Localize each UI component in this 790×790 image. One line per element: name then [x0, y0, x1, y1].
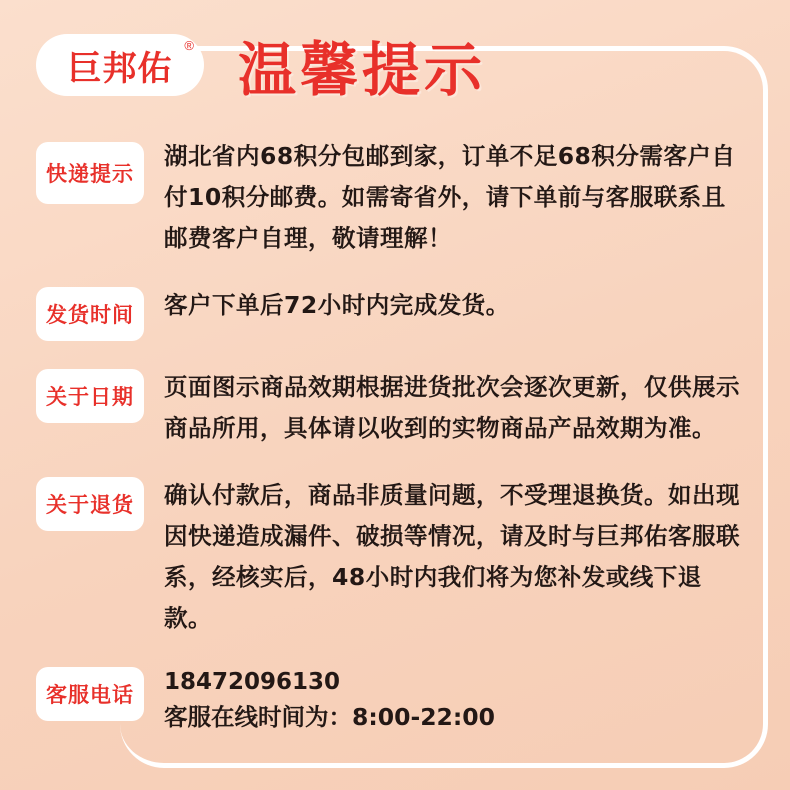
notice-sections: [0, 130, 790, 735]
customer-service-hours: 客服在线时间为：8:00-22:00: [164, 703, 496, 731]
notice-row-express: [36, 140, 750, 259]
customer-service-phone[interactable]: 18472096130: [164, 669, 341, 695]
poster-header: [0, 0, 790, 130]
notice-text-returns: 确认付款后，商品非质量问题，不受理退换货。如出现因快递造成漏件、破损等情况，请及时与巨邦佑客服联系，经核实后，48小时内我们将为您补发或线下退款。: [164, 481, 740, 632]
notice-text-date: 页面图示商品效期根据进货批次会逐次更新，仅供展示商品所用，具体请以收到的实物商品产品效期为准。: [164, 373, 740, 442]
notice-row-returns: [36, 475, 750, 639]
brand-logo: [36, 34, 204, 96]
notice-tag-date: 关于日期: [36, 369, 144, 423]
brand-logo-text: 巨邦佑: [67, 48, 173, 89]
page-title: 温馨提示: [238, 36, 487, 104]
registered-trademark-icon: ®: [184, 38, 194, 53]
notice-row-shipping-time: [36, 285, 750, 341]
notice-tag-returns: 关于退货: [36, 477, 144, 531]
notice-tag-express: 快递提示: [36, 142, 144, 204]
notice-text-express: 湖北省内68积分包邮到家，订单不足68积分需客户自付10积分邮费。如需寄省外，请下单前与客服联系且邮费客户自理，敬请理解！: [164, 142, 736, 252]
customer-service-details: [164, 665, 495, 735]
notice-text-shipping-time: 客户下单后72小时内完成发货。: [164, 291, 510, 319]
notice-tag-shipping-time: 发货时间: [36, 287, 144, 341]
notice-row-date: [36, 367, 750, 449]
notice-row-customer-service: [36, 665, 750, 735]
notice-tag-customer-service: 客服电话: [36, 667, 144, 721]
